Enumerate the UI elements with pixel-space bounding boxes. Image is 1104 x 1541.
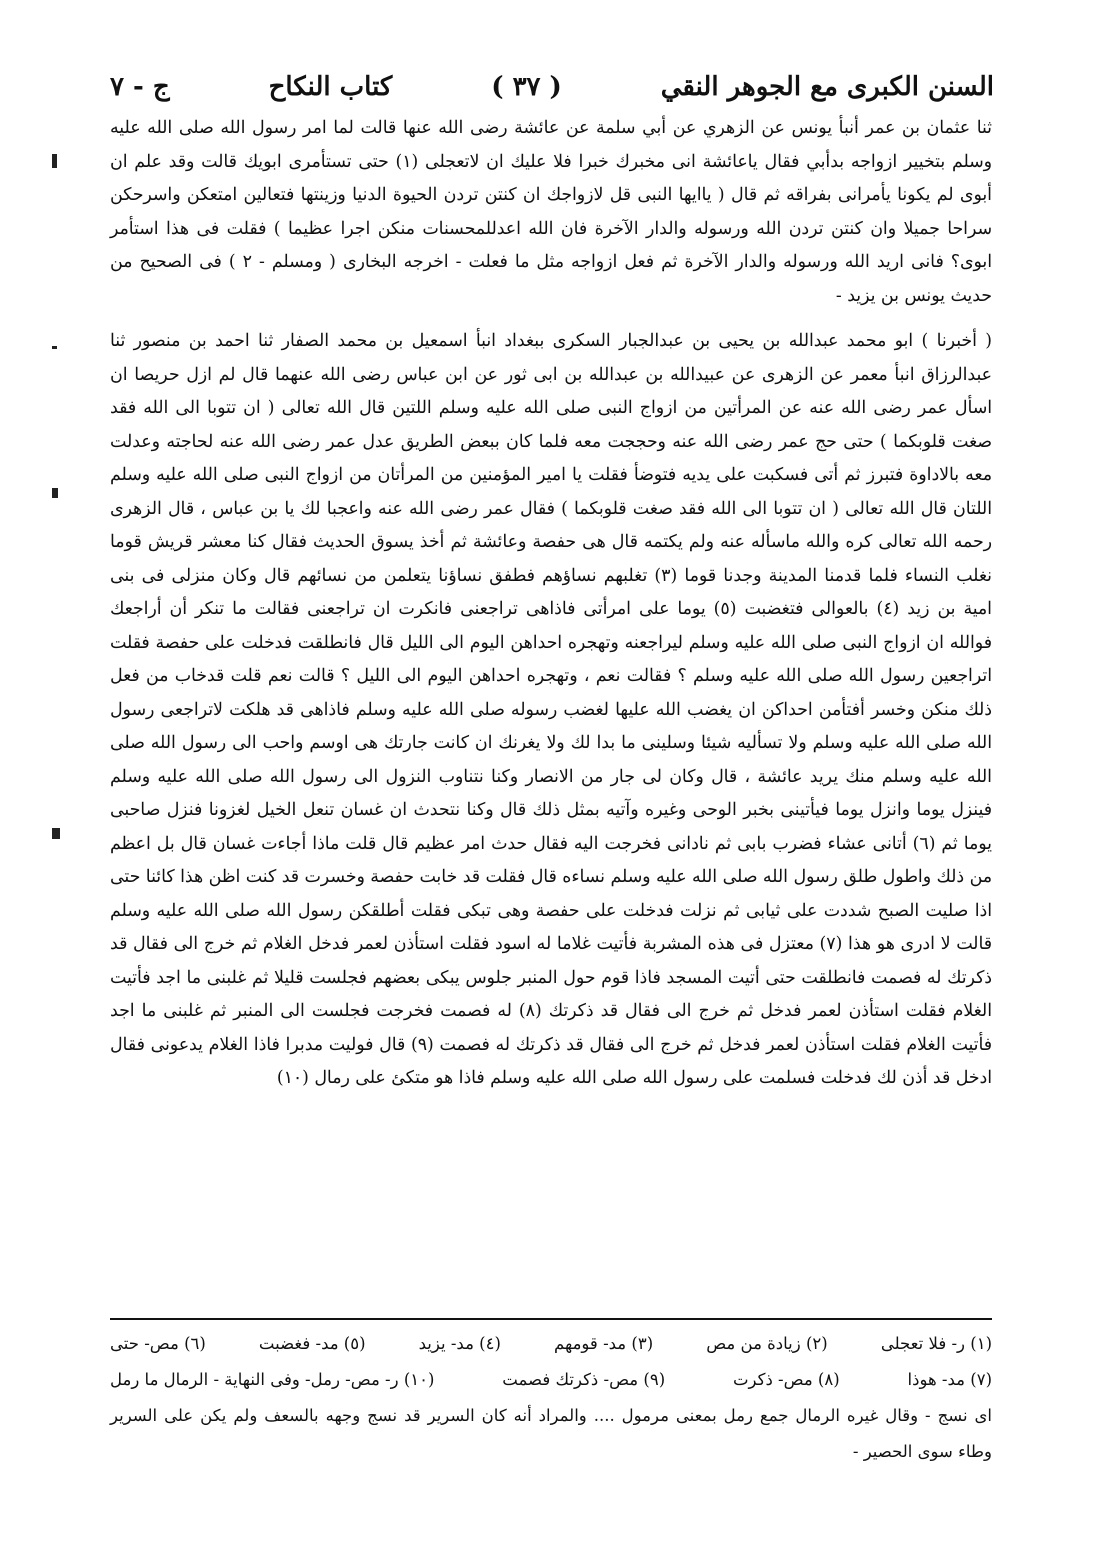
- footnote: (٩) مص- ذكرتك فصمت: [502, 1370, 666, 1389]
- margin-mark: [52, 346, 57, 349]
- footnote: (٤) مد- يزيد: [418, 1334, 501, 1353]
- footnote-divider: [110, 1318, 992, 1320]
- chapter-title: كتاب النكاح: [268, 72, 393, 102]
- footnote: (٨) مص- ذكرت: [732, 1370, 840, 1389]
- footnote: (٢) زيادة من مص: [706, 1334, 828, 1353]
- margin-mark: [52, 154, 57, 168]
- paragraph-hadith-1: ثنا عثمان بن عمر أنبأ يونس عن الزهري عن أبي سلمة عن عائشة رضى الله عنها قالت لما امر رسول الله صلى الله عليه وسلم بتخيير ازواجه بدأبي فقال ياعائشة انى مخبرك خبرا فلا عليك ان لاتعجلى (١) حتى تستأمرى ابويك قالت وقد علم ان أبوى لم يكونا يأمرانى بفراقه ثم قال ( ياايها النبى قل لازواجك ان كنتن تردن الحيوة الدنيا وزينتها فتعالين امتعكن واسرحكن سراحا جميلا وان كنتن تردن الله ورسوله والدار الآخرة فان الله اعدللمحسنات منكن اجرا عظيما ) فقلت فى هذا استأمر ابوى؟ فانى اريد الله ورسوله والدار الآخرة ثم فعل ازواجه مثل ما فعلت - اخرجه البخارى ( ومسلم - ٢ ) فى الصحيح من حديث يونس بن يزيد -: [110, 118, 993, 306]
- main-text: [110, 112, 992, 1096]
- footnote-row-2: [110, 1362, 992, 1398]
- volume-number: ج - ٧: [110, 72, 170, 102]
- footnotes: [110, 1326, 992, 1470]
- page-number: ( ٣٧ ): [491, 72, 562, 102]
- footnote: (٣) مد- قومهم: [553, 1334, 654, 1353]
- book-title: السنن الكبرى مع الجوهر النقي: [660, 72, 994, 102]
- paragraph-hadith-2: ( أخبرنا ) ابو محمد عبدالله بن يحيى بن عبدالجبار السكرى ببغداد انبأ اسمعيل بن محمد الصفار ثنا احمد بن منصور ثنا عبدالرزاق انبأ معمر عن الزهرى عن عبيدالله بن عبدالله بن ابى ثور عن ابن عباس رضى الله عنهما قال لم ازل حريصا ان اسأل عمر رضى الله عنه عن المرأتين من ازواج النبى صلى الله عليه وسلم اللتين قال الله تعالى ( ان تتوبا الى الله فقد صغت قلوبكما ) حتى حج عمر رضى الله عنه وحججت معه فلما كان ببعض الطريق عدل عمر رضى الله عنه لحاجته وعدلت معه بالاداوة فتبرز ثم أتى فسكبت على يديه فتوضأ فقلت يا امير المؤمنين من المرأتان من ازواج النبى صلى الله عليه وسلم اللتان قال الله تعالى ( ان تتوبا الى الله فقد صغت قلوبكما ) فقال عمر رضى الله عنه واعجبا لك يا بن عباس ، قال الزهرى رحمه الله تعالى كره والله ماسأله عنه ولم يكتمه قال هى حفصة وعائشة ثم أخذ يسوق الحديث فقال كنا معشر قريش قوما نغلب النساء فلما قدمنا المدينة وجدنا قوما (٣) تغلبهم نساؤهم فطفق نساؤنا يتعلمن من نسائهم قال وكان منزلى فى بنى امية بن زيد (٤) بالعوالى فتغضبت (٥) يوما على امرأتى فاذاهى تراجعنى فانكرت ان تراجعنى فقالت ما تنكر أن أراجعك فوالله ان ازواج النبى صلى الله عليه وسلم ليراجعنه وتهجره احداهن اليوم الى الليل قال فانطلقت فدخلت على حفصة فقلت اتراجعين رسول الله صلى الله عليه وسلم ؟ فقالت نعم ، وتهجره احداهن اليوم الى الليل ؟ قالت نعم قلت قدخاب من فعل ذلك منكن وخسر أفتأمن احداكن ان يغضب الله عليها لغضب رسوله صلى الله عليه وسلم فاذاهى قد هلكت لاتراجعى رسول الله صلى الله عليه وسلم ولا تسأليه شيئا وسلينى ما بدا لك ولا يغرنك ان كانت جارتك هى اوسم واحب الى رسول الله صلى الله عليه وسلم منك يريد عائشة ، قال وكان لى جار من الانصار وكنا نتناوب النزول الى رسول الله صلى الله عليه وسلم فينزل يوما وانزل يوما فيأتينى بخبر الوحى وغيره وآتيه بمثل ذلك قال وكنا نتحدث ان غسان تنعل الخيل لغزونا فنزل صاحبى يوما ثم (٦) أتانى عشاء فضرب بابى ثم نادانى فخرجت اليه فقال حدث امر عظيم قال قلت ماذا أجاءت غسان قال بل اعظم من ذلك واطول طلق رسول الله صلى الله عليه وسلم نساءه قال فقلت قد خابت حفصة وخسرت قد كنت اظن هذا كائنا حتى اذا صليت الصبح شددت على ثيابى ثم نزلت فدخلت على حفصة وهى تبكى فقلت أطلقكن رسول الله صلى الله عليه وسلم قالت لا ادرى هو هذا (٧) معتزل فى هذه المشربة فأتيت غلاما له اسود فقلت استأذن لعمر فدخل الغلام ثم خرج الى فقال قد ذكرتك له فصمت فانطلقت حتى أتيت المسجد فاذا قوم حول المنبر جلوس يبكى بعضهم فجلست قليلا ثم غلبنى ما اجد فأتيت الغلام فقلت استأذن لعمر فدخل ثم خرج الى فقال قد ذكرتك (٨) له فصمت فخرجت فجلست الى المنبر ثم غلبنى ما اجد فأتيت الغلام فقلت استأذن لعمر فدخل ثم خرج الى فقال قد ذكرتك له فصمت (٩) قال فوليت مدبرا فاذا الغلام يدعونى فقال ادخل قد أذن لك فدخلت فسلمت على رسول الله صلى الله عليه وسلم فاذا هو متكئ على رمال (١٠): [110, 331, 993, 1088]
- footnote-row-1: [110, 1326, 992, 1362]
- margin-mark: [52, 488, 58, 498]
- margin-mark: [52, 828, 60, 839]
- footnote: (١٠) ر- مص- رمل- وفى النهاية - الرمال ما رمل: [110, 1370, 435, 1389]
- running-header: [110, 62, 994, 112]
- footnote: (٦) مص- حتى: [110, 1334, 206, 1353]
- footnote: (٥) مد- فغضبت: [258, 1334, 366, 1353]
- footnote: (٧) مد- هوذا: [907, 1370, 992, 1389]
- footnote: (١) ر- فلا تعجلى: [880, 1334, 992, 1353]
- footnote-continuation: اى نسج - وقال غيره الرمال جمع رمل بمعنى مرمول .... والمراد أنه كان السرير قد نسج وجهه بالسعف ولم يكن على السرير وطاء سوى الحصير -: [110, 1406, 992, 1461]
